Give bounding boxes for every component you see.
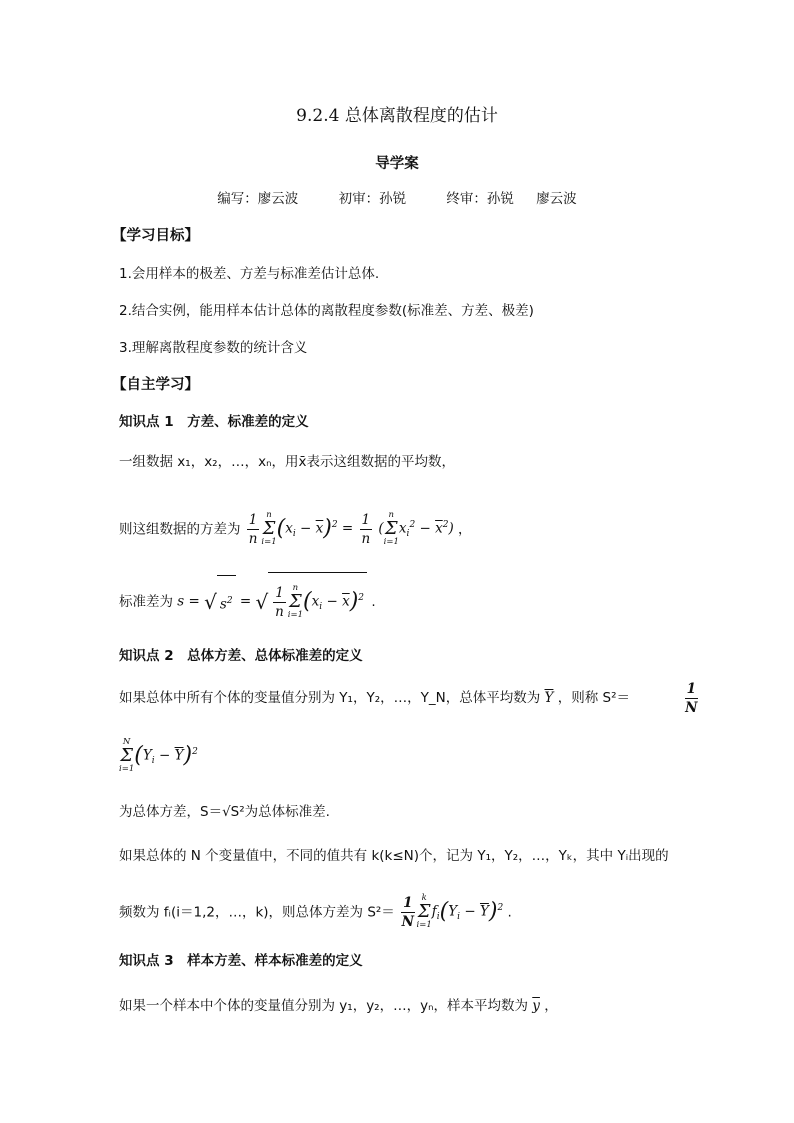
kp2-heading: 知识点 2 总体方差、总体标准差的定义: [119, 648, 363, 664]
kp1-line3-prefix: 标准差为: [119, 594, 173, 611]
kp2-sum-line: N Σ i=1 $(Y_i - \overline{Y})^2$: [119, 737, 198, 774]
kp1-line2-prefix: 则这组数据的方差为: [119, 521, 241, 538]
goal-3: 3.理解离散程度参数的统计含义: [119, 340, 308, 356]
kp1-line2-suffix: ，: [458, 521, 472, 538]
doc-subtitle: 导学案: [375, 156, 419, 172]
goal-1: 1.会用样本的极差、方差与标准差估计总体.: [119, 266, 380, 282]
weighted-variance-formula: $\frac{1}{N}$ k Σ i=1 $f_i(Y_i - \overline{Y})^2$: [401, 893, 504, 930]
kp1-heading: 知识点 1 方差、标准差的定义: [119, 414, 309, 430]
writer-label: 编写：廖云波: [217, 191, 299, 207]
kp2-frac: $\frac{1}{N}$: [685, 681, 698, 716]
kp2-line1-text: 如果总体中所有个体的变量值分别为 Y₁，Y₂，…，Y_N，总体平均数为: [119, 690, 541, 706]
population-mean-symbol: $\overline{Y}$: [544, 690, 554, 706]
final-extra: 廖云波: [536, 191, 577, 207]
kp2-line1: [119, 681, 698, 716]
goal-2: 2.结合实例，能用样本估计总体的离散程度参数(标准差、方差、极差): [119, 303, 534, 319]
kp2-line3: 为总体方差，S＝√S²为总体标准差.: [119, 804, 330, 820]
kp3-line1: [119, 996, 694, 1016]
final-label: 终审：孙锐: [446, 191, 514, 207]
doc-title: 9.2.4 总体离散程度的估计: [296, 106, 498, 126]
kp2-line4: 如果总体的 N 个变量值中，不同的值共有 k(k≤N)个，记为 Y₁，Y₂，…，Yₖ，其中 Yᵢ出现的: [119, 848, 669, 864]
sample-mean-symbol: $\overline{y}$: [532, 998, 540, 1014]
kp1-line1: 一组数据 x₁，x₂，…，xₙ，用x̄表示这组数据的平均数，: [119, 454, 455, 470]
kp3-line1-suffix: ，: [544, 998, 558, 1014]
kp1-line2: [119, 500, 694, 550]
kp1-line3: [119, 572, 694, 622]
goals-heading: 【学习目标】: [112, 228, 199, 244]
kp2-line1-suffix: ，则称 S²＝: [557, 690, 630, 706]
review-label: 初审：孙锐: [338, 191, 407, 207]
stddev-formula: s = √ $s^2$ = √ $\frac{1}{n}$ n Σ i=1 $(x_i - \overline{x})^2$: [177, 572, 367, 632]
authors-line: [0, 189, 794, 209]
kp3-line1-text: 如果一个样本中个体的变量值分别为 y₁，y₂，…，yₙ，样本平均数为: [119, 998, 528, 1014]
kp2-line5: [119, 886, 694, 930]
kp2-line5-suffix: .: [507, 904, 512, 921]
kp3-heading: 知识点 3 样本方差、样本标准差的定义: [119, 953, 363, 969]
kp2-line5-prefix: 频数为 fᵢ(i＝1,2，…，k)，则总体方差为 S²＝: [119, 904, 395, 921]
variance-formula: $\frac{1}{n}$ n Σ i=1 $(x_i - \overline{x})^2$ = $\frac{1}{n}$ ( n Σ i=1 $x_i^2 - \overline{x}^2$): [248, 510, 454, 547]
kp1-line3-suffix: .: [371, 594, 376, 611]
self-study-heading: 【自主学习】: [112, 377, 199, 393]
